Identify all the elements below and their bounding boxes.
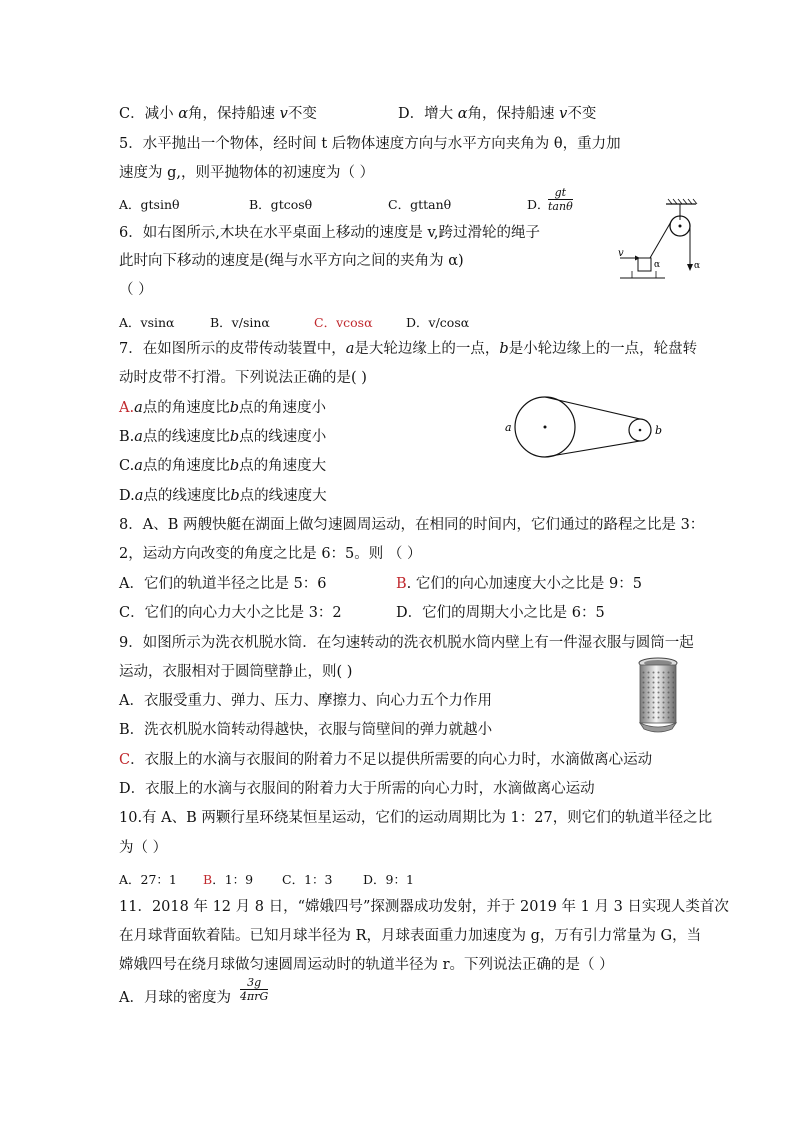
pulley-alpha-label: α xyxy=(654,260,661,270)
q9-stem-line1: 9．如图所示为洗衣机脱水筒．在匀速转动的洗衣机脱水筒内壁上有一件湿衣服与圆筒一起 xyxy=(119,635,694,651)
q8-option-c: C．它们的向心力大小之比是 3：2 xyxy=(119,605,342,621)
q6-stem-line3: （ ） xyxy=(119,282,153,298)
pulley-v-label: v xyxy=(618,248,624,259)
q9-option-b: B．洗衣机脱水筒转动得越快，衣服与筒壁间的弹力就越小 xyxy=(119,722,493,738)
q4-option-c: C．减小 α角，保持船速 v不变 xyxy=(119,106,317,122)
q6-stem-line2: 此时向下移动的速度是(绳与水平方向之间的夹角为 α) xyxy=(119,253,464,269)
q11-option-a-fraction: 3g 4πrG xyxy=(240,976,269,1003)
q5-option-d-fraction: $\frac{gt}{\tan\theta}$ xyxy=(548,186,573,213)
q5-option-b: B．gtcosθ xyxy=(249,197,313,212)
q9-option-a: A．衣服受重力、弹力、压力、摩擦力、向心力五个力作用 xyxy=(119,693,492,709)
q4-option-d: D．增大 α角，保持船速 v不变 xyxy=(398,106,597,122)
big-wheel-point-a: a xyxy=(505,421,512,434)
q11-stem-line2: 在月球背面软着陆。已知月球半径为 R，月球表面重力加速度为 g，万有引力常量为 G，当 xyxy=(119,928,702,944)
q11-option-a: A．月球的密度为 xyxy=(119,990,231,1006)
q8-stem-line2: 2，运动方向改变的角度之比是 6：5。则 （ ） xyxy=(119,546,422,562)
q7-stem-line2: 动时皮带不打滑。下列说法正确的是( ) xyxy=(119,370,367,386)
q11-stem-line3: 嫦娥四号在绕月球做匀速圆周运动时的轨道半径为 r。下列说法正确的是（ ） xyxy=(119,957,614,973)
q5-option-c: C．gttanθ xyxy=(388,197,452,212)
q7-option-d: D.a点的线速度比b点的线速度大 xyxy=(119,488,327,504)
q11-stem-line1: 11．2018 年 12 月 8 日，“嫦娥四号”探测器成功发射，并于 2019 年 1 月 3 日实现人类首次 xyxy=(119,899,729,915)
q8-option-b: B. 它们的向心加速度大小之比是 9：5 xyxy=(396,576,642,592)
q6-stem-line1: 6．如右图所示,木块在水平桌面上移动的速度是 v,跨过滑轮的绳子 xyxy=(119,225,541,241)
pulley-block-diagram xyxy=(610,196,710,286)
q6-option-b: B．v/sinα xyxy=(210,315,270,330)
q7-option-b: B.a点的线速度比b点的线速度小 xyxy=(119,429,327,445)
q8-option-d: D．它们的周期大小之比是 6：5 xyxy=(396,605,605,621)
q6-option-d: D．v/cosα xyxy=(406,315,470,330)
pulley-alpha-label-2: α xyxy=(694,261,701,271)
q7-stem-line1: 7．在如图所示的皮带传动装置中，a是大轮边缘上的一点，b是小轮边缘上的一点，轮盘转 xyxy=(119,341,698,357)
q5-stem-line2: 速度为 g,，则平抛物体的初速度为（ ） xyxy=(119,165,375,181)
q5-option-d: D． xyxy=(527,197,550,212)
q6-option-a: A．vsinα xyxy=(119,315,175,330)
q10-option-d: D．9：1 xyxy=(363,872,414,887)
small-wheel-point-b: b xyxy=(655,424,663,437)
q9-option-c: C．衣服上的水滴与衣服间的附着力不足以提供所需要的向心力时，水滴做离心运动 xyxy=(119,752,653,768)
q6-option-c: C．vcosα xyxy=(314,315,373,330)
q5-option-a: A．gtsinθ xyxy=(119,197,180,212)
washing-drum-image xyxy=(636,655,680,733)
q9-option-d: D．衣服上的水滴与衣服间的附着力大于所需的向心力时，水滴做离心运动 xyxy=(119,781,595,797)
q10-stem-line1: 10.有 A、B 两颗行星环绕某恒星运动，它们的运动周期比为 1：27，则它们的轨道半径之比 xyxy=(119,810,713,826)
q10-option-c: C．1：3 xyxy=(282,872,333,887)
q7-option-a: A.a点的角速度比b点的角速度小 xyxy=(119,400,327,416)
q5-stem-line1: 5．水平抛出一个物体，经时间 t 后物体速度方向与水平方向夹角为 θ，重力加 xyxy=(119,136,621,152)
q8-stem-line1: 8．A、B 两艘快艇在湖面上做匀速圆周运动，在相同的时间内，它们通过的路程之比是 3： xyxy=(119,517,705,533)
q7-option-c: C.a点的角速度比b点的角速度大 xyxy=(119,458,327,474)
q10-option-b: B．1：9 xyxy=(203,872,254,887)
q8-option-a: A．它们的轨道半径之比是 5：6 xyxy=(119,576,327,592)
belt-drive-diagram xyxy=(502,392,682,464)
q9-stem-line2: 运动，衣服相对于圆筒壁静止，则( ) xyxy=(119,664,353,680)
q10-option-a: A．27：1 xyxy=(119,872,177,887)
q10-stem-line2: 为（ ） xyxy=(119,840,168,856)
